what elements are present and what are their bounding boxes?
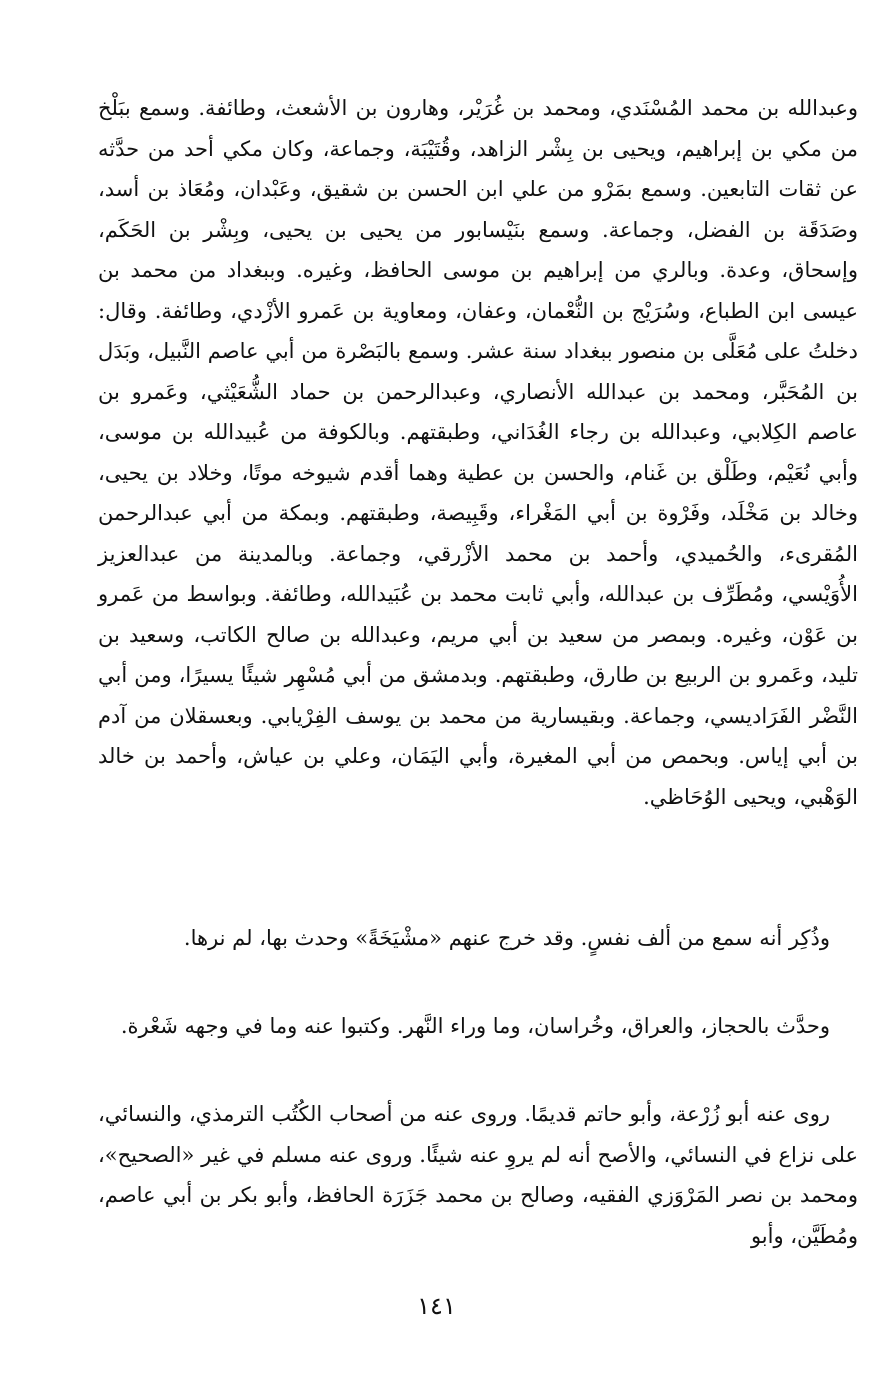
page-number: ١٤١ <box>417 1292 456 1320</box>
paragraph-thousand-teachers <box>98 918 858 959</box>
paragraph-text: وذُكِر أنه سمع من ألف نفسٍ. وقد خرج عنهم «مشْيَخَةً» وحدث بها، لم نرها. <box>183 926 830 950</box>
paragraph-text: روى عنه أبو زُرْعة، وأبو حاتم قديمًا. وروى عنه من أصحاب الكُتُب الترمذي، والنسائي، على نزاع في النسائي، والأصح أنه لم يروِ عنه شيئًا. وروى عنه مسلم في غير «الصحيح»، ومحمد بن نصر المَرْوَزي الفقيه، وصالح بن محمد جَزَرَة الحافظ، وأبو بكر بن أبي عاصم، ومُطَيَّن، وأبو <box>98 1102 858 1248</box>
paragraph-text: وعبدالله بن محمد المُسْنَدي، ومحمد بن غُرَيْر، وهارون بن الأشعث، وطائفة. وسمع ببَلْخ من مكي بن إبراهيم، ويحيى بن بِشْر الزاهد، وقُتَيْبَة، وجماعة، وكان مكي أحد من حدَّثه عن ثقات التابعين. وسمع بمَرْو من علي ابن الحسن بن شقيق، وعَبْدان، ومُعَاذ بن أسد، وصَدَقَة بن الفضل، وجماعة. وسمع بنَيْسابور من يحيى بن يحيى، وبِشْر بن الحَكَم، وإسحاق، وعدة. وبالري من إبراهيم بن موسى الحافظ، وغيره. وببغداد من محمد بن عيسى ابن الطباع، وسُرَيْج بن النُّعْمان، وعفان، ومعاوية بن عَمرو الأزْدي، وطائفة. وقال: دخلتُ على مُعَلَّى بن منصور ببغداد سنة عشر. وسمع بالبَصْرة من أبي عاصم النَّبيل، وبَدَل بن المُحَبَّر، ومحمد بن عبدالله الأنصاري، وعبدالرحمن بن حماد الشُّعَيْثي، وعَمرو بن عاصم الكِلابي، وعبدالله بن رجاء الغُدَاني، وطبقتهم. وبالكوفة من عُبيدالله بن موسى، وأبي نُعَيْم، وطَلْق بن غَنام، والحسن بن عطية وهما أقدم شيوخه موتًا، وخلاد بن يحيى، وخالد بن مَخْلَد، وفَرْوة بن أبي المَغْراء، وقَبِيصة، وطبقتهم. وبمكة من أبي عبدالرحمن المُقرىء، والحُميدي، وأحمد بن محمد الأزْرقي، وجماعة. وبالمدينة من عبدالعزيز الأُوَيْسي، ومُطَرِّف بن عبدالله، وأبي ثابت محمد بن عُبَيدالله، وطائفة. وبواسط من عَمرو بن عَوْن، وغيره. وبمصر من سعيد بن أبي مريم، وعبدالله بن صالح الكاتب، وسعيد بن تليد، وعَمرو بن الربيع بن طارق، وطبقتهم. وبدمشق من أبي مُسْهِر شيئًا يسيرًا، ومن أبي النَّضْر الفَرَاديسي، وجماعة. وبقيسارية من محمد بن يوسف الفِرْيابي. وبعسقلان من آدم بن أبي إياس. وبحمص من أبي المغيرة، وأبي اليَمَان، وعلي بن عياش، وأحمد بن خالد الوَهْبي، ويحيى الوُحَاظي. <box>98 96 858 809</box>
paragraph-students <box>98 1094 858 1256</box>
paragraph-text: وحدَّث بالحجاز، والعراق، وخُراسان، وما وراء النَّهر. وكتبوا عنه وما في وجهه شَعْرة. <box>120 1014 830 1038</box>
paragraph-narrated-in <box>98 1006 858 1047</box>
paragraph-teachers <box>98 88 858 817</box>
